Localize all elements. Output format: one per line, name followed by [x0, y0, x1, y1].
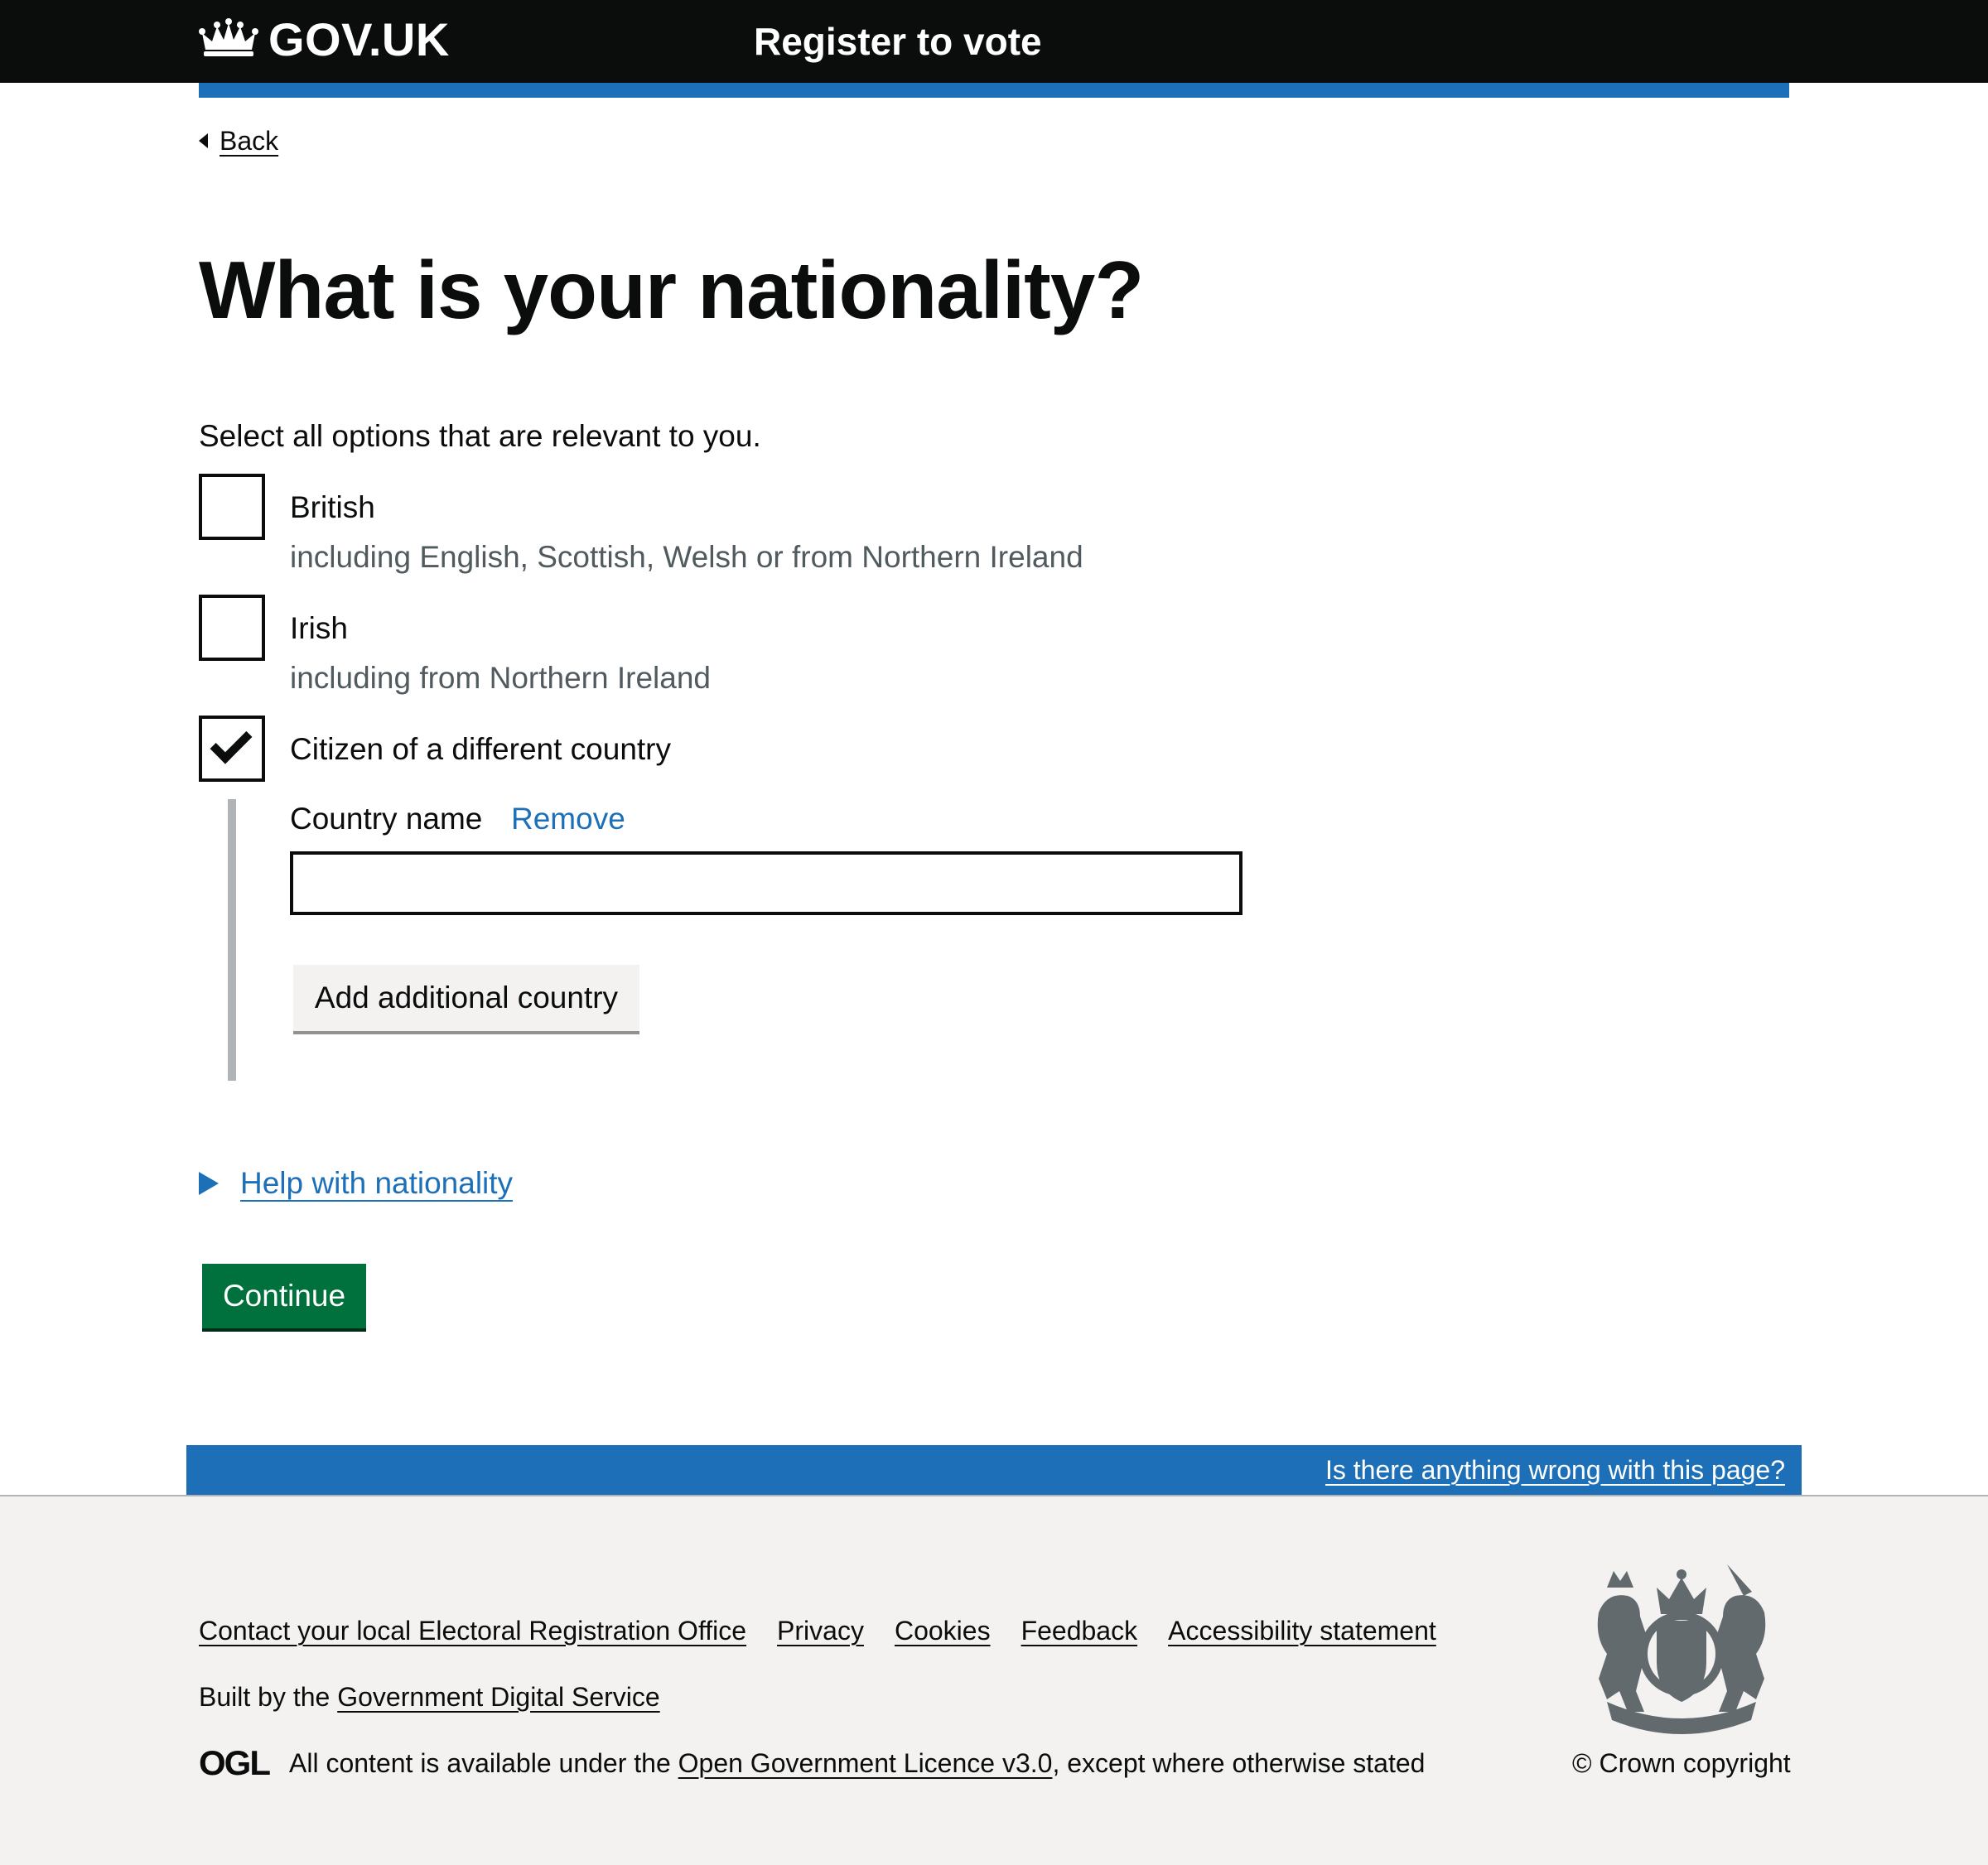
question-hint: Select all options that are relevant to you. — [199, 419, 761, 453]
checkbox-label-different-country[interactable]: Citizen of a different country — [290, 732, 672, 766]
footer-link-accessibility[interactable]: Accessibility statement — [1168, 1616, 1436, 1646]
crown-copyright-link[interactable]: © Crown copyright — [1572, 1748, 1791, 1778]
country-name-input[interactable] — [290, 851, 1242, 915]
help-details-label[interactable]: Help with nationality — [240, 1166, 514, 1200]
ogl-licence-link[interactable]: Open Government Licence v3.0 — [678, 1748, 1053, 1778]
help-details-summary[interactable] — [199, 1164, 513, 1203]
footer-link-privacy[interactable]: Privacy — [777, 1616, 864, 1646]
footer-link-feedback[interactable]: Feedback — [1021, 1616, 1138, 1646]
licence-row — [199, 1743, 1426, 1782]
footer-link-contact-ero[interactable]: Contact your local Electoral Registration Office — [199, 1616, 747, 1646]
checkbox-hint-british: including English, Scottish, Welsh or from Northern Ireland — [290, 540, 1083, 574]
licence-suffix: , except where otherwise stated — [1052, 1748, 1426, 1778]
triangle-right-icon — [199, 1172, 219, 1195]
checkbox-label-irish[interactable]: Irish — [290, 611, 348, 645]
site-header — [0, 0, 1988, 83]
remove-country-link[interactable]: Remove — [511, 802, 625, 836]
checkbox-different-country[interactable] — [199, 716, 265, 782]
country-name-label: Country name — [290, 802, 483, 836]
site-footer — [0, 1495, 1988, 1865]
licence-text — [289, 1747, 1425, 1780]
checkbox-british[interactable] — [199, 474, 265, 540]
built-by-prefix: Built by the — [199, 1682, 338, 1712]
built-by-text — [199, 1680, 660, 1713]
footer-link-cookies[interactable]: Cookies — [894, 1616, 991, 1646]
govuk-logo-link[interactable] — [199, 15, 450, 65]
conditional-reveal-border — [228, 799, 236, 1081]
crown-icon — [199, 18, 258, 61]
add-additional-country-button[interactable]: Add additional country — [293, 965, 639, 1031]
checkbox-irish[interactable] — [199, 595, 265, 661]
report-problem-link[interactable]: Is there anything wrong with this page? — [1325, 1455, 1785, 1485]
header-blue-stripe — [199, 83, 1789, 98]
ogl-logo-icon: OGL — [199, 1743, 269, 1782]
page-title: What is your nationality? — [199, 244, 1144, 335]
licence-prefix: All content is available under the — [289, 1748, 678, 1778]
royal-coat-of-arms-icon[interactable] — [1574, 1563, 1789, 1741]
feedback-banner — [186, 1445, 1802, 1495]
back-link-label: Back — [220, 126, 279, 156]
gds-link[interactable]: Government Digital Service — [337, 1682, 660, 1712]
back-arrow-icon — [199, 133, 208, 148]
checkmark-icon — [210, 722, 253, 764]
continue-button[interactable]: Continue — [202, 1264, 366, 1328]
checkbox-hint-irish: including from Northern Ireland — [290, 661, 711, 695]
footer-links — [199, 1614, 1436, 1647]
logo-text: GOV.UK — [268, 13, 450, 65]
service-name[interactable]: Register to vote — [754, 20, 1042, 63]
back-link[interactable] — [199, 124, 278, 157]
checkbox-label-british[interactable]: British — [290, 490, 375, 524]
